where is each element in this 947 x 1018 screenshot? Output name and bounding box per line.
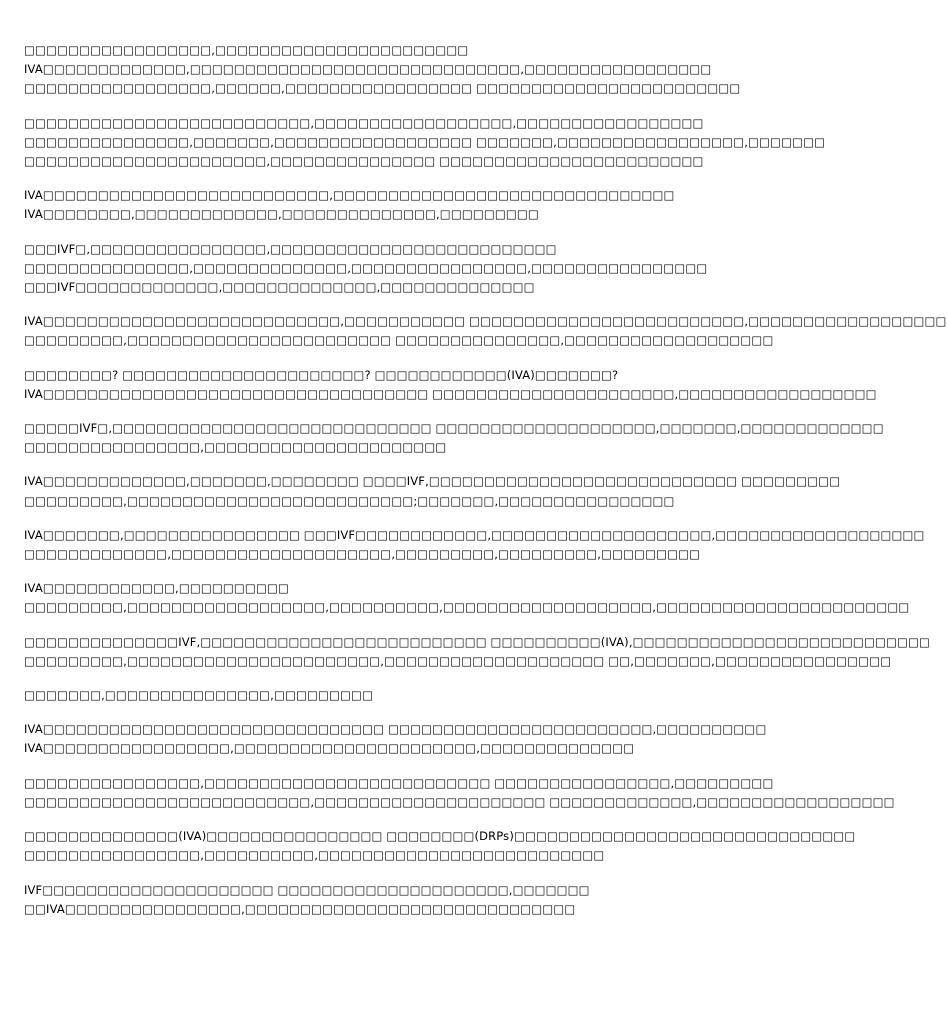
document-body	[24, 41, 947, 934]
paragraph	[24, 827, 856, 865]
text-line: □□□□□□□□□□□□□□IVF,□□□□□□□□□□□□□□□□□□□□□□□□□□ □□□□□□□□□□(IVA),□□□□□□□□□□□□□□□□□□□□□□□□□□□	[24, 634, 931, 649]
text-line: IVA□□□□□□□□□□□□□,□□□□□□□□□□□□□□□□□□□□□□□□□□□□□□,□□□□□□□□□□□□□□□□□	[24, 62, 712, 77]
text-line: □□□□□□□□□□□□□□□□□,□□□□□□,□□□□□□□□□□□□□□□□□ □□□□□□□□□□□□□□□□□□□□□□□□	[24, 81, 741, 96]
text-line: IVA□□□□□□□,□□□□□□□□□□□□□□□□ □□□IVF□□□□□□□□□□□□,□□□□□□□□□□□□□□□□□□□□,□□□□□□□□□□□□□□□□□□□	[24, 527, 925, 542]
paragraph	[24, 41, 741, 99]
text-line: □□□□□□□□□□□□□□(IVA)□□□□□□□□□□□□□□□□ □□□□□□□□(DRPs)□□□□□□□□□□□□□□□□□□□□□□□□□□□□□□□	[24, 829, 856, 844]
text-line: □□□□□□□□□□□□□□□,□□□□□□□□□□□□□□,□□□□□□□□□□□□□□□□,□□□□□□□□□□□□□□□□	[24, 260, 708, 275]
text-line: □□□□□□□□? □□□□□□□□□□□□□□□□□□□□□□? □□□□□□□□□□□□(IVA)□□□□□□□?	[24, 367, 619, 382]
text-line: □□□□□□□□□□□□□□□□□,□□□□□□□□□□□□□□□□□□□□□□□	[24, 43, 469, 57]
text-line: □□□□□□□□□□□□□□□□□□□□□□□□□□,□□□□□□□□□□□□□□□□□□□□□ □□□□□□□□□□□□□,□□□□□□□□□□□□□□□□□□	[24, 794, 895, 809]
text-line: IVA□□□□□□□□□□□□□,□□□□□□□,□□□□□□□□ □□□□IVF,□□□□□□□□□□□□□□□□□□□□□□□□□□□□ □□□□□□□□□	[24, 474, 841, 489]
text-line: □□□□□□□□□□□□□□□□,□□□□□□□□□□,□□□□□□□□□□□□□□□□□□□□□□□□□□	[24, 848, 605, 863]
paragraph	[24, 186, 704, 224]
text-line: □□□□□□□□□,□□□□□□□□□□□□□□□□□□,□□□□□□□□□□,□□□□□□□□□□□□□□□□□□□,□□□□□□□□□□□□□□□□□□□□□□□	[24, 600, 910, 615]
text-line: □□□IVF□□□□□□□□□□□□□,□□□□□□□□□□□□□□,□□□□□□□□□□□□□□	[24, 280, 535, 295]
text-line: □□□□□□□□□□□□□,□□□□□□□□□□□□□□□□□□□□,□□□□□□□□□,□□□□□□□□□,□□□□□□□□□	[24, 547, 701, 562]
paragraph	[24, 240, 708, 298]
text-line: IVA□□□□□□□□,□□□□□□□□□□□□□,□□□□□□□□□□□□□□,□□□□□□□□□	[24, 207, 539, 222]
text-line: □□□□□□□□□□□□□□□□□□□□□□,□□□□□□□□□□□□□□□ □□□□□□□□□□□□□□□□□□□□□□□□	[24, 154, 704, 169]
paragraph	[24, 472, 841, 510]
text-line: IVF□□□□□□□□□□□□□□□□□□□□□ □□□□□□□□□□□□□□□□□□□□□,□□□□□□□	[24, 882, 590, 897]
text-line: □□□□□□□□□,□□□□□□□□□□□□□□□□□□□□□□□,□□□□□□□□□□□□□□□□□□□□ □□,□□□□□□□,□□□□□□□□□□□□□□□□	[24, 653, 892, 668]
text-line: □□□IVF□,□□□□□□□□□□□□□□□□,□□□□□□□□□□□□□□□□□□□□□□□□□□	[24, 241, 557, 256]
text-line: IVA□□□□□□□□□□□□□□□□□□□□□□□□□□□□□□□ □□□□□□□□□□□□□□□□□□□□□□□□,□□□□□□□□□□	[24, 722, 767, 737]
text-line: IVA□□□□□□□□□□□□□□□□□,□□□□□□□□□□□□□□□□□□□□□□,□□□□□□□□□□□□□□	[24, 741, 635, 756]
paragraph	[24, 881, 704, 919]
text-line: □□□□□□□,□□□□□□□□□□□□□□□,□□□□□□□□□	[24, 688, 374, 703]
text-line: □□□□□□□□□□□□□□□□,□□□□□□□□□□□□□□□□□□□□□□□□□□ □□□□□□□□□□□□□□□□,□□□□□□□□□	[24, 775, 774, 790]
text-line: □□□□□IVF□,□□□□□□□□□□□□□□□□□□□□□□□□□□□□□ □□□□□□□□□□□□□□□□□□□□,□□□□□□□,□□□□□□□□□□□□□	[24, 421, 884, 436]
text-line: □□IVA□□□□□□□□□□□□□□□□,□□□□□□□□□□□□□□□□□□□□□□□□□□□□□□	[24, 901, 576, 916]
text-line: □□□□□□□□□□□□□□□,□□□□□□□,□□□□□□□□□□□□□□□□□□ □□□□□□□,□□□□□□□□□□□□□□□□□,□□□□□□□	[24, 134, 826, 149]
paragraph	[24, 526, 925, 564]
text-line: □□□□□□□□□□□□□□□□,□□□□□□□□□□□□□□□□□□□□□□	[24, 440, 447, 455]
text-line: IVA□□□□□□□□□□□□□□□□□□□□□□□□□□□,□□□□□□□□□□□ □□□□□□□□□□□□□□□□□□□□□□□□□,□□□□□□□□□□□□□□□□□□	[24, 314, 947, 329]
text-line: □□□□□□□□□,□□□□□□□□□□□□□□□□□□□□□□□□□□;□□□□□□□,□□□□□□□□□□□□□□□□	[24, 493, 675, 508]
paragraph	[24, 312, 947, 350]
paragraph	[24, 686, 704, 705]
text-line: IVA□□□□□□□□□□□□,□□□□□□□□□□	[24, 581, 289, 596]
paragraph	[24, 633, 931, 671]
paragraph	[24, 579, 910, 617]
paragraph	[24, 114, 826, 172]
paragraph	[24, 419, 884, 457]
paragraph	[24, 366, 877, 404]
paragraph	[24, 774, 895, 812]
text-line: □□□□□□□□□,□□□□□□□□□□□□□□□□□□□□□□□□ □□□□□□□□□□□□□□□,□□□□□□□□□□□□□□□□□□□	[24, 333, 774, 348]
paragraph	[24, 720, 767, 758]
text-line: IVA□□□□□□□□□□□□□□□□□□□□□□□□□□,□□□□□□□□□□□□□□□□□□□□□□□□□□□□□□□	[24, 188, 675, 203]
text-line: IVA□□□□□□□□□□□□□□□□□□□□□□□□□□□□□□□□□□□ □□□□□□□□□□□□□□□□□□□□□□,□□□□□□□□□□□□□□□□□□	[24, 386, 877, 401]
text-line: □□□□□□□□□□□□□□□□□□□□□□□□□□,□□□□□□□□□□□□□□□□□□,□□□□□□□□□□□□□□□□□	[24, 115, 704, 130]
